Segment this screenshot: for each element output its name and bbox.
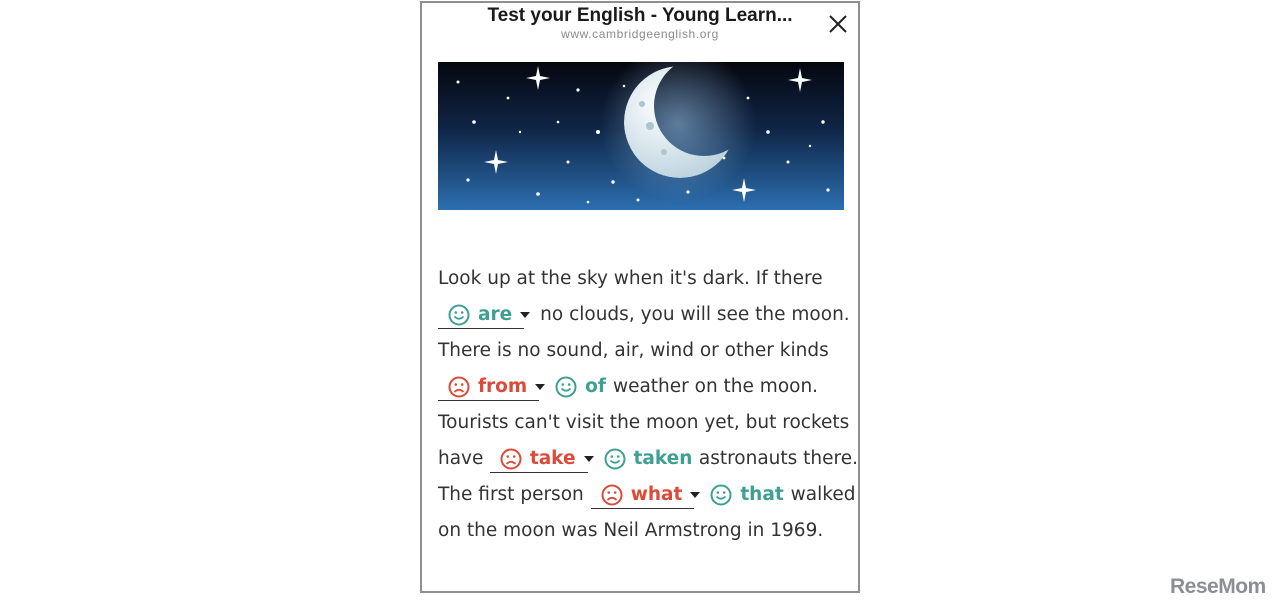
dialog-title: Test your English - Young Learn... xyxy=(487,5,793,26)
passage-text: Look up at the sky when it's dark. If there xyxy=(438,268,823,289)
answer-dropdown-4[interactable] xyxy=(591,482,695,509)
passage-text: The first person xyxy=(438,484,584,505)
passage-line xyxy=(438,261,858,297)
correct-answer xyxy=(604,441,693,477)
smiley-face-icon xyxy=(555,376,577,398)
chevron-down-icon[interactable] xyxy=(535,384,545,390)
sad-face-icon xyxy=(601,484,623,506)
passage-text: no clouds, you will see the moon. xyxy=(540,304,850,325)
sad-face-icon xyxy=(448,376,470,398)
passage-line xyxy=(438,405,858,441)
chevron-down-icon[interactable] xyxy=(690,492,700,498)
answer-dropdown-2[interactable] xyxy=(438,374,539,401)
correct-answer-text: taken xyxy=(633,448,693,469)
selected-answer: from xyxy=(478,375,528,397)
passage-text: Tourists can't visit the moon yet, but rockets xyxy=(438,412,850,433)
correct-answer-text: that xyxy=(740,484,784,505)
moon-illustration xyxy=(438,62,844,210)
correct-answer xyxy=(710,477,783,513)
close-icon[interactable] xyxy=(827,13,849,35)
passage-text: There is no sound, air, wind or other kinds xyxy=(438,340,829,361)
smiley-face-icon xyxy=(710,484,732,506)
quiz-dialog xyxy=(420,1,860,593)
passage-line xyxy=(438,333,858,369)
resemom-watermark: ReseMom xyxy=(1170,575,1266,598)
passage-text: astronauts there. xyxy=(698,448,858,469)
selected-answer: are xyxy=(478,303,513,325)
answer-dropdown-3[interactable] xyxy=(490,446,588,473)
selected-answer: take xyxy=(529,447,576,469)
passage-line xyxy=(438,441,858,477)
passage-line xyxy=(438,513,858,549)
passage-line xyxy=(438,369,858,405)
passage-line xyxy=(438,297,858,333)
reading-passage xyxy=(438,261,858,549)
passage-line xyxy=(438,477,858,513)
correct-answer xyxy=(555,369,606,405)
answer-dropdown-1[interactable] xyxy=(438,302,524,329)
selected-answer: what xyxy=(630,483,683,505)
chevron-down-icon[interactable] xyxy=(584,456,594,462)
correct-answer-text: of xyxy=(585,376,606,397)
dialog-url: www.cambridgeenglish.org xyxy=(561,27,719,41)
passage-text: weather on the moon. xyxy=(612,376,819,397)
passage-text: have xyxy=(438,448,484,469)
chevron-down-icon[interactable] xyxy=(520,312,530,318)
smiley-face-icon xyxy=(604,448,626,470)
sad-face-icon xyxy=(500,448,522,470)
passage-text: on the moon was Neil Armstrong in 1969. xyxy=(438,520,824,541)
smiley-face-icon xyxy=(448,304,470,326)
passage-text: walked xyxy=(790,484,856,505)
